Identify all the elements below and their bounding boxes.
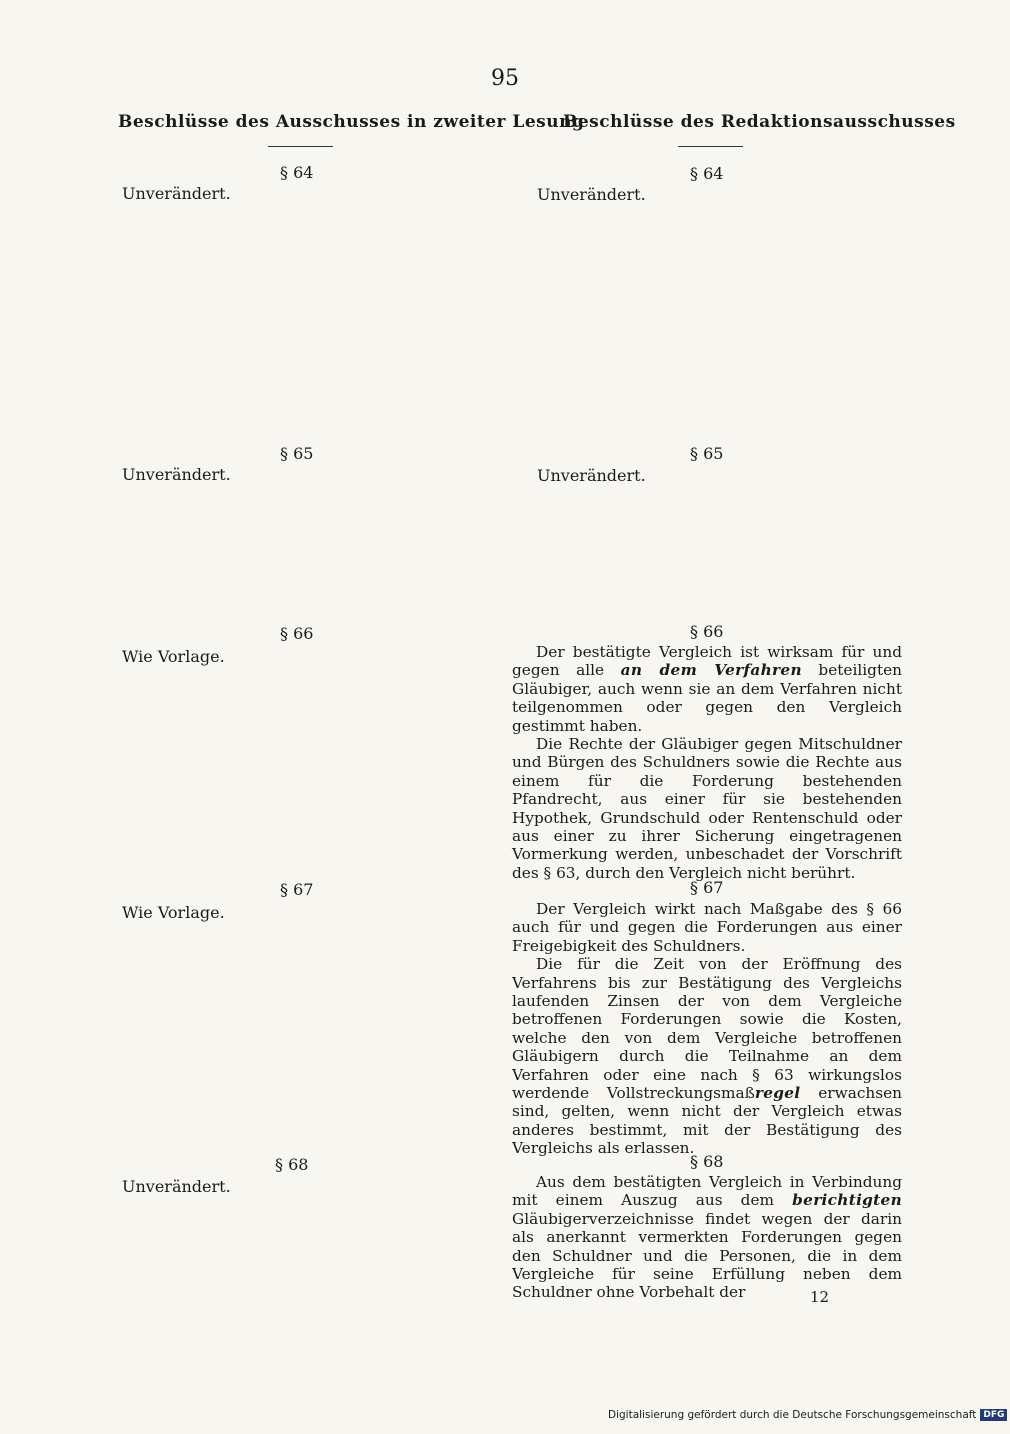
left-section-67-text: Wie Vorlage. — [122, 903, 225, 922]
right-section-67: § 67 — [690, 878, 724, 897]
right-section-68: § 68 — [690, 1152, 724, 1171]
right-section-66: § 66 — [690, 622, 724, 641]
s66-paragraph-2: Die Rechte der Gläubiger gegen Mitschuldner und Bürgen des Schuldners sowie die Rechte aus einem für die Forderung bestehenden Pfandrecht, aus einer für sie bestehenden Hypothek, Grundschuld oder Rentenschuld oder aus einer zu ihrer Sicherung eingetragenen Vormerkung werden, unbeschadet der Vorschrift des § 63, durch den Vergleich nicht berührt. — [512, 735, 902, 882]
digitization-footer — [608, 1409, 1007, 1421]
left-section-66-text: Wie Vorlage. — [122, 647, 225, 666]
right-section-65: § 65 — [690, 444, 724, 463]
s67-p2-text: Die für die Zeit von der Eröffnung des Verfahrens bis zur Bestätigung des Vergleichs laufenden Zinsen der von dem Vergleiche betroffenen Forderungen sowie die Kosten, welche den von dem Vergleiche betroffenen Gläubigern durch die Teilnahme an dem Verfahren oder eine nach § 63 wirkungslos werdende Vollstreckungsmaß — [512, 955, 902, 1103]
s67-p2-emphasis: regel — [754, 1084, 801, 1103]
page-number: 95 — [491, 66, 519, 91]
s68-p1-emphasis: berichtigten — [792, 1191, 902, 1210]
left-section-68: § 68 — [275, 1155, 309, 1174]
footer-text: Digitalisierung gefördert durch die Deutsche Forschungsgemeinschaft — [608, 1409, 977, 1421]
right-section-64: § 64 — [690, 164, 724, 183]
right-column-heading: Beschlüsse des Redaktionsausschusses — [563, 112, 956, 132]
left-section-67: § 67 — [280, 880, 314, 899]
left-section-65-text: Unverändert. — [122, 465, 231, 484]
right-heading-rule — [678, 146, 743, 147]
left-section-65: § 65 — [280, 444, 314, 463]
left-section-64-text: Unverändert. — [122, 184, 231, 203]
s66-p1-text: Der bestätigte Vergleich ist wirksam für und gegen alle — [512, 643, 902, 680]
s67-paragraph-1: Der Vergleich wirkt nach Maßgabe des § 66 auch für und gegen die Forderungen aus einer Freigebigkeit des Schuldners. — [512, 900, 902, 955]
left-section-66: § 66 — [280, 624, 314, 643]
left-heading-rule — [268, 146, 333, 147]
right-section-65-text: Unverändert. — [537, 466, 646, 485]
left-column-heading: Beschlüsse des Ausschusses in zweiter Lesung — [118, 112, 585, 132]
s66-paragraph-1 — [512, 643, 902, 735]
s67-p2-text-cont: erwachsen sind, gelten, wenn nicht der Vergleich etwas anderes bestimmt, mit der Bestätigung des Vergleichs als erlassen. — [512, 1084, 902, 1158]
left-section-68-text: Unverändert. — [122, 1177, 231, 1196]
right-section-68-body — [512, 1173, 902, 1302]
right-section-66-body — [512, 643, 902, 882]
s68-p1-text-cont: Gläubigerverzeichnisse findet wegen der darin als anerkannt vermerkten Forderungen gegen den Schuldner und die Personen, die in dem Vergleiche für seine Erfüllung neben dem Schuldner ohne Vorbehalt der — [512, 1209, 902, 1302]
s67-paragraph-2 — [512, 955, 902, 1157]
left-section-64: § 64 — [280, 163, 314, 182]
s66-p1-text-cont: beteiligten Gläubiger, auch wenn sie an dem Verfahren nicht teilgenommen oder gegen den Vergleich gestimmt haben. — [512, 661, 902, 735]
s68-paragraph-1 — [512, 1173, 902, 1302]
right-section-67-body — [512, 900, 902, 1158]
dfg-logo: DFG — [980, 1409, 1007, 1421]
right-section-64-text: Unverändert. — [537, 185, 646, 204]
s66-p1-emphasis: an dem Verfahren — [620, 661, 802, 680]
s68-p1-text: Aus dem bestätigten Vergleich in Verbindung mit einem Auszug aus dem — [512, 1173, 902, 1210]
signature-mark: 12 — [810, 1288, 830, 1306]
